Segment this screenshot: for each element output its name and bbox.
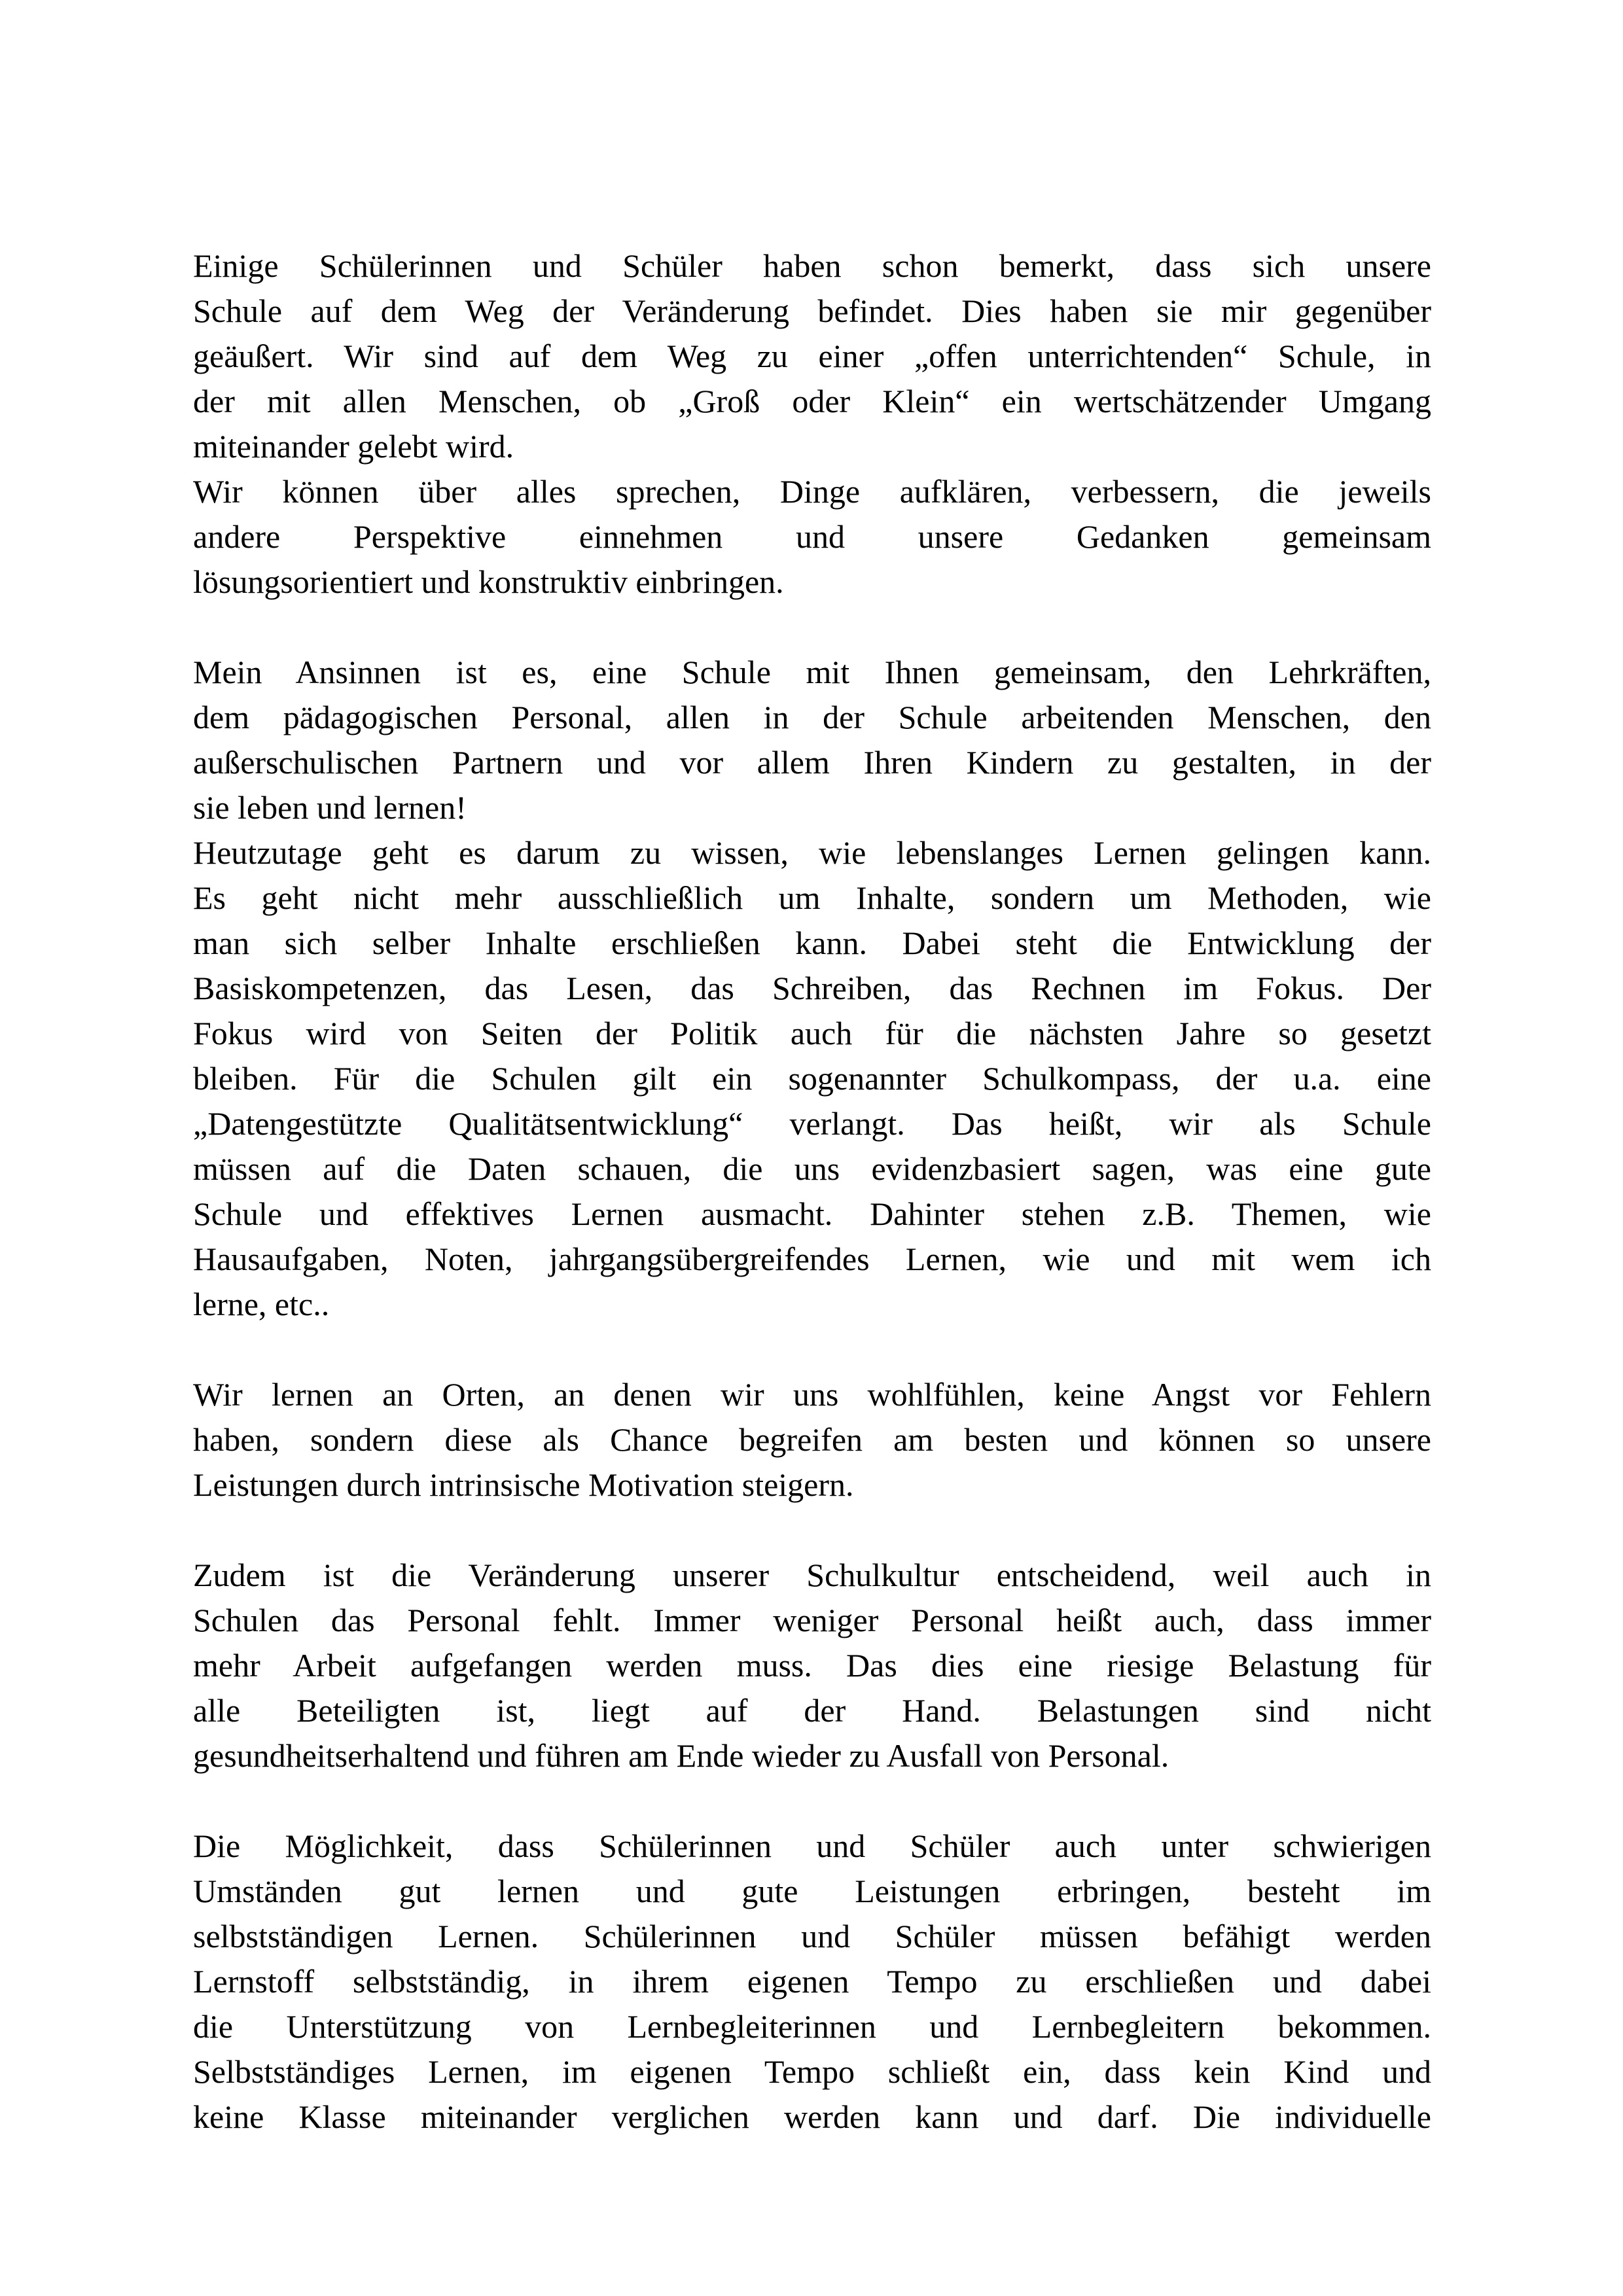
text-line: haben, sondern diese als Chance begreifen am besten und können so unsere	[193, 1421, 1431, 1458]
text-line: mehr Arbeit aufgefangen werden muss. Das dies eine riesige Belastung für	[193, 1647, 1431, 1684]
text-line: Schulen das Personal fehlt. Immer weniger Personal heißt auch, dass immer	[193, 1602, 1431, 1638]
text-line: alle Beteiligten ist, liegt auf der Hand. Belastungen sind nicht	[193, 1692, 1431, 1729]
paragraph	[193, 1553, 1431, 1778]
text-line: geäußert. Wir sind auf dem Weg zu einer „offen unterrichtenden“ Schule, in	[193, 338, 1431, 374]
text-line: Fokus wird von Seiten der Politik auch für die nächsten Jahre so gesetzt	[193, 1015, 1431, 1051]
text-line: die Unterstützung von Lernbegleiterinnen und Lernbegleitern bekommen.	[193, 2008, 1431, 2045]
text-line: Die Möglichkeit, dass Schülerinnen und Schüler auch unter schwierigen	[193, 1828, 1431, 1864]
text-line: Leistungen durch intrinsische Motivation steigern.	[193, 1466, 854, 1503]
text-line: Einige Schülerinnen und Schüler haben schon bemerkt, dass sich unsere	[193, 247, 1431, 284]
paragraph	[193, 1824, 1431, 2140]
text-line: Mein Ansinnen ist es, eine Schule mit Ihnen gemeinsam, den Lehrkräften,	[193, 654, 1431, 690]
text-line: Lernstoff selbstständig, in ihrem eigenen Tempo zu erschließen und dabei	[193, 1963, 1431, 2000]
text-line: lösungsorientiert und konstruktiv einbringen.	[193, 563, 784, 600]
text-line: müssen auf die Daten schauen, die uns evidenzbasiert sagen, was eine gute	[193, 1150, 1431, 1187]
text-line: Heutzutage geht es darum zu wissen, wie lebenslanges Lernen gelingen kann.	[193, 834, 1431, 871]
text-line: lerne, etc..	[193, 1286, 330, 1322]
paragraph	[193, 243, 1431, 469]
text-line: sie leben und lernen!	[193, 789, 467, 826]
text-line: miteinander gelebt wird.	[193, 428, 514, 465]
text-line: bleiben. Für die Schulen gilt ein sogenannter Schulkompass, der u.a. eine	[193, 1060, 1431, 1097]
text-line: man sich selber Inhalte erschließen kann. Dabei steht die Entwicklung der	[193, 925, 1431, 961]
paragraph	[193, 1372, 1431, 1508]
text-line: Wir können über alles sprechen, Dinge aufklären, verbessern, die jeweils	[193, 473, 1431, 510]
letter-body	[193, 243, 1431, 2140]
text-line: dem pädagogischen Personal, allen in der Schule arbeitenden Menschen, den	[193, 699, 1431, 735]
paragraph	[193, 830, 1431, 1327]
text-line: der mit allen Menschen, ob „Groß oder Klein“ ein wertschätzender Umgang	[193, 383, 1431, 419]
text-line: Selbstständiges Lernen, im eigenen Tempo schließt ein, dass kein Kind und	[193, 2053, 1431, 2090]
text-line: Es geht nicht mehr ausschließlich um Inhalte, sondern um Methoden, wie	[193, 879, 1431, 916]
paragraph	[193, 650, 1431, 830]
text-line: außerschulischen Partnern und vor allem Ihren Kindern zu gestalten, in der	[193, 744, 1431, 781]
paragraph	[193, 469, 1431, 605]
text-line: Schule und effektives Lernen ausmacht. Dahinter stehen z.B. Themen, wie	[193, 1195, 1431, 1232]
text-line: Wir lernen an Orten, an denen wir uns wohlfühlen, keine Angst vor Fehlern	[193, 1376, 1431, 1413]
text-line: Basiskompetenzen, das Lesen, das Schreiben, das Rechnen im Fokus. Der	[193, 970, 1431, 1006]
text-line: gesundheitserhaltend und führen am Ende wieder zu Ausfall von Personal.	[193, 1737, 1169, 1774]
text-line: keine Klasse miteinander verglichen werden kann und darf. Die individuelle	[193, 2098, 1431, 2135]
text-line: selbstständigen Lernen. Schülerinnen und Schüler müssen befähigt werden	[193, 1918, 1431, 1954]
text-line: Zudem ist die Veränderung unserer Schulkultur entscheidend, weil auch in	[193, 1557, 1431, 1593]
text-line: Hausaufgaben, Noten, jahrgangsübergreifendes Lernen, wie und mit wem ich	[193, 1241, 1431, 1277]
text-line: Schule auf dem Weg der Veränderung befindet. Dies haben sie mir gegenüber	[193, 292, 1431, 329]
text-line: Umständen gut lernen und gute Leistungen erbringen, besteht im	[193, 1873, 1431, 1909]
text-line: andere Perspektive einnehmen und unsere Gedanken gemeinsam	[193, 518, 1431, 555]
text-line: „Datengestützte Qualitätsentwicklung“ verlangt. Das heißt, wir als Schule	[193, 1105, 1431, 1142]
